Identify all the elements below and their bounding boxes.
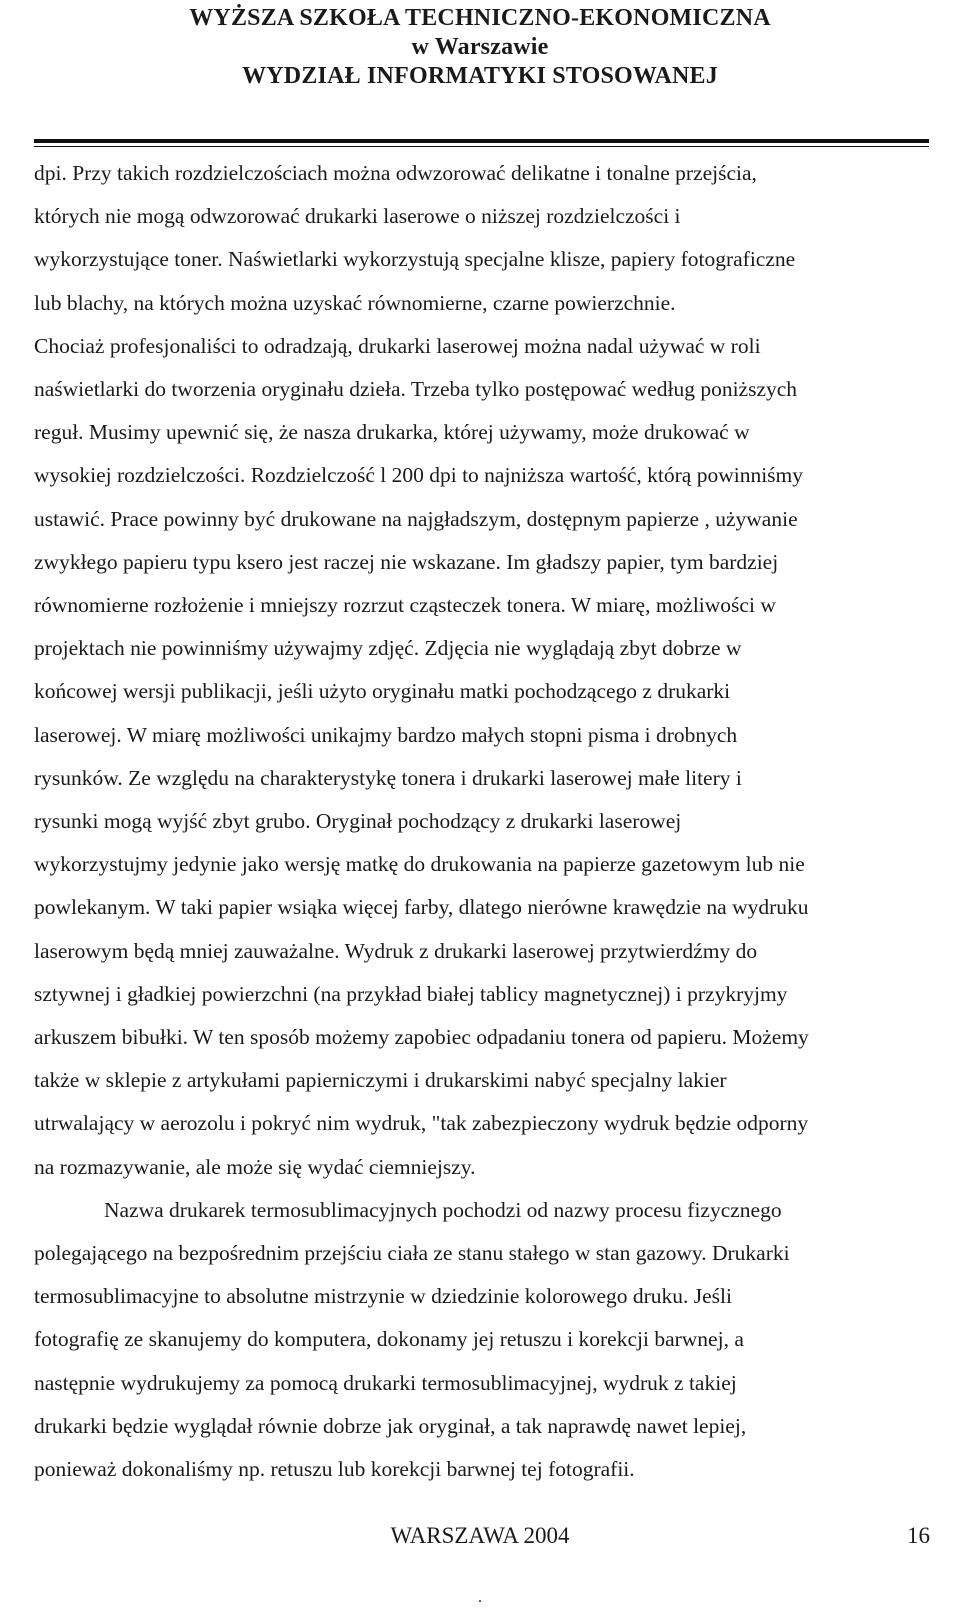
- footer-city-year: WARSZAWA 2004: [390, 1523, 570, 1548]
- text-line: także w sklepie z artykułami papierniczymi i drukarskimi nabyć specjalny lakier: [34, 1068, 727, 1093]
- text-line: arkuszem bibułki. W ten sposób możemy zapobiec odpadaniu tonera od papieru. Możemy: [34, 1025, 809, 1050]
- footer-dot: .: [478, 1589, 482, 1606]
- document-header: [0, 4, 960, 91]
- text-line: projektach nie powinniśmy używajmy zdjęć. Zdjęcia nie wyglądają zbyt dobrze w: [34, 636, 742, 661]
- text-line: wysokiej rozdzielczości. Rozdzielczość l 200 dpi to najniższa wartość, którą powinniśmy: [34, 463, 804, 488]
- header-city: w Warszawie: [411, 34, 549, 60]
- header-faculty: WYDZIAŁ INFORMATYKI STOSOWANEJ: [242, 63, 718, 89]
- text-line: powlekanym. W taki papier wsiąka więcej farby, dlatego nierówne krawędzie na wydruku: [34, 895, 809, 920]
- header-rule-thick: [34, 139, 929, 143]
- text-line: drukarki będzie wyglądał równie dobrze jak oryginał, a tak naprawdę nawet lepiej,: [34, 1413, 747, 1438]
- text-line: rysunków. Ze względu na charakterystykę tonera i drukarki laserowej małe litery i: [34, 765, 742, 790]
- text-line: naświetlarki do tworzenia oryginału dzieła. Trzeba tylko postępować według poniższych: [34, 377, 798, 402]
- text-line: dpi. Przy takich rozdzielczościach można odwzorować delikatne i tonalne przejścia,: [34, 161, 757, 185]
- paragraph-start-line: Nazwa drukarek termosublimacyjnych pochodzi od nazwy procesu fizycznego: [104, 1197, 782, 1222]
- header-rule-thin: [34, 146, 929, 147]
- text-line: ponieważ dokonaliśmy np. retuszu lub korekcji barwnej tej fotografii.: [34, 1457, 635, 1482]
- text-line: wykorzystujmy jedynie jako wersję matkę do drukowania na papierze gazetowym lub nie: [34, 852, 805, 877]
- text-line: rysunki mogą wyjść zbyt grubo. Oryginał pochodzący z drukarki laserowej: [34, 809, 682, 834]
- text-line: lub blachy, na których można uzyskać równomierne, czarne powierzchnie.: [34, 290, 676, 315]
- text-line: Chociaż profesjonaliści to odradzają, drukarki laserowej można nadal używać w roli: [34, 333, 761, 358]
- text-line: sztywnej i gładkiej powierzchni (na przykład białej tablicy magnetycznej) i przykryjmy: [34, 981, 788, 1006]
- text-line: laserowej. W miarę możliwości unikajmy bardzo małych stopni pisma i drobnych: [34, 722, 738, 747]
- text-line: na rozmazywanie, ale może się wydać ciemniejszy.: [34, 1154, 476, 1179]
- text-line: utrwalający w aerozolu i pokryć nim wydruk, "tak zabezpieczony wydruk będzie odporny: [34, 1111, 809, 1136]
- text-line: termosublimacyjne to absolutne mistrzynie w dziedzinie kolorowego druku. Jeśli: [34, 1284, 732, 1309]
- text-line: wykorzystujące toner. Naświetlarki wykorzystują specjalne klisze, papiery fotograficzne: [34, 247, 796, 272]
- text-line: reguł. Musimy upewnić się, że nasza drukarka, której używamy, może drukować w: [34, 420, 750, 445]
- text-line: końcowej wersji publikacji, jeśli użyto oryginału matki pochodzącego z drukarki: [34, 679, 731, 704]
- text-line: ustawić. Prace powinny być drukowane na najgładszym, dostępnym papierze , używanie: [34, 506, 798, 531]
- body-text: [34, 152, 934, 1491]
- text-line: polegającego na bezpośrednim przejściu ciała ze stanu stałego w stan gazowy. Drukarki: [34, 1241, 790, 1266]
- text-line: zwykłego papieru typu ksero jest raczej nie wskazane. Im gładszy papier, tym bardziej: [34, 549, 779, 574]
- text-line: których nie mogą odwzorować drukarki laserowe o niższej rozdzielczości i: [34, 204, 681, 229]
- text-line: równomierne rozłożenie i mniejszy rozrzut cząsteczek tonera. W miarę, możliwości w: [34, 593, 776, 618]
- text-line: laserowym będą mniej zauważalne. Wydruk z drukarki laserowej przytwierdźmy do: [34, 938, 758, 963]
- page-number: 16: [907, 1523, 930, 1548]
- header-institution: WYŻSZA SZKOŁA TECHNICZNO-EKONOMICZNA: [189, 5, 771, 31]
- text-line: następnie wydrukujemy za pomocą drukarki termosublimacyjnej, wydruk z takiej: [34, 1370, 737, 1395]
- text-line: fotografię ze skanujemy do komputera, dokonamy jej retuszu i korekcji barwnej, a: [34, 1327, 744, 1352]
